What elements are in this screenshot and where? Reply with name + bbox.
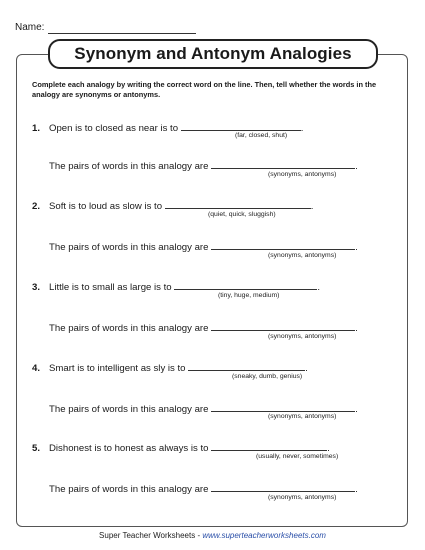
question-5: 5. Dishonest is to honest as always is to .: [32, 440, 330, 454]
pairs-options: (synonyms, antonyms): [268, 252, 337, 259]
answer-options: (sneaky, dumb, genius): [232, 373, 303, 380]
pairs-options: (synonyms, antonyms): [268, 413, 337, 420]
question-4: 4. Smart is to intelligent as sly is to .: [32, 360, 308, 374]
answer-blank[interactable]: [165, 198, 311, 209]
question-2: 2. Soft is to loud as slow is to .: [32, 198, 313, 212]
pairs-options: (synonyms, antonyms): [268, 494, 337, 501]
answer-options: (tiny, huge, medium): [218, 292, 280, 299]
pairs-blank[interactable]: [211, 239, 355, 250]
question-number: 2.: [32, 201, 41, 212]
answer-options: (far, closed, shut): [235, 132, 288, 139]
answer-options: (quiet, quick, sluggish): [208, 211, 276, 218]
question-number: 4.: [32, 363, 41, 374]
pairs-question-3: The pairs of words in this analogy are .: [49, 320, 358, 334]
question-number: 3.: [32, 282, 41, 293]
footer: [0, 531, 425, 540]
pairs-question-2: The pairs of words in this analogy are .: [49, 239, 358, 253]
pairs-question-5: The pairs of words in this analogy are .: [49, 481, 358, 495]
answer-options: (usually, never, sometimes): [256, 453, 339, 460]
pairs-blank[interactable]: [211, 481, 355, 492]
pairs-blank[interactable]: [211, 158, 355, 169]
name-field[interactable]: [48, 33, 196, 34]
question-text: Dishonest is to honest as always is to: [49, 443, 209, 454]
footer-brand: Super Teacher Worksheets: [99, 531, 196, 540]
pairs-question-4: The pairs of words in this analogy are .: [49, 401, 358, 415]
pairs-blank[interactable]: [211, 320, 355, 331]
instructions: Complete each analogy by writing the correct word on the line. Then, tell whether the words in the analogy are synonyms or antonyms.: [32, 80, 377, 99]
question-3: 3. Little is to small as large is to .: [32, 279, 320, 293]
answer-blank[interactable]: [181, 120, 301, 131]
pairs-options: (synonyms, antonyms): [268, 333, 337, 340]
question-text: Soft is to loud as slow is to: [49, 201, 163, 212]
pairs-question-1: The pairs of words in this analogy are .: [49, 158, 358, 172]
pairs-prompt: The pairs of words in this analogy are: [49, 161, 209, 172]
answer-blank[interactable]: [188, 360, 305, 371]
question-text: Smart is to intelligent as sly is to: [49, 363, 186, 374]
question-number: 5.: [32, 443, 41, 454]
question-1: 1. Open is to closed as near is to .: [32, 120, 303, 134]
pairs-prompt: The pairs of words in this analogy are: [49, 242, 209, 253]
question-text: Open is to closed as near is to: [49, 123, 179, 134]
footer-separator: -: [195, 531, 203, 540]
pairs-prompt: The pairs of words in this analogy are: [49, 404, 209, 415]
worksheet-title: Synonym and Antonym Analogies: [48, 39, 378, 69]
pairs-prompt: The pairs of words in this analogy are: [49, 484, 209, 495]
name-label: Name:: [15, 22, 45, 33]
pairs-options: (synonyms, antonyms): [268, 171, 337, 178]
pairs-blank[interactable]: [211, 401, 355, 412]
question-number: 1.: [32, 123, 41, 134]
answer-blank[interactable]: [211, 440, 327, 451]
pairs-prompt: The pairs of words in this analogy are: [49, 323, 209, 334]
answer-blank[interactable]: [174, 279, 317, 290]
question-text: Little is to small as large is to: [49, 282, 172, 293]
footer-url[interactable]: www.superteacherworksheets.com: [202, 531, 326, 540]
